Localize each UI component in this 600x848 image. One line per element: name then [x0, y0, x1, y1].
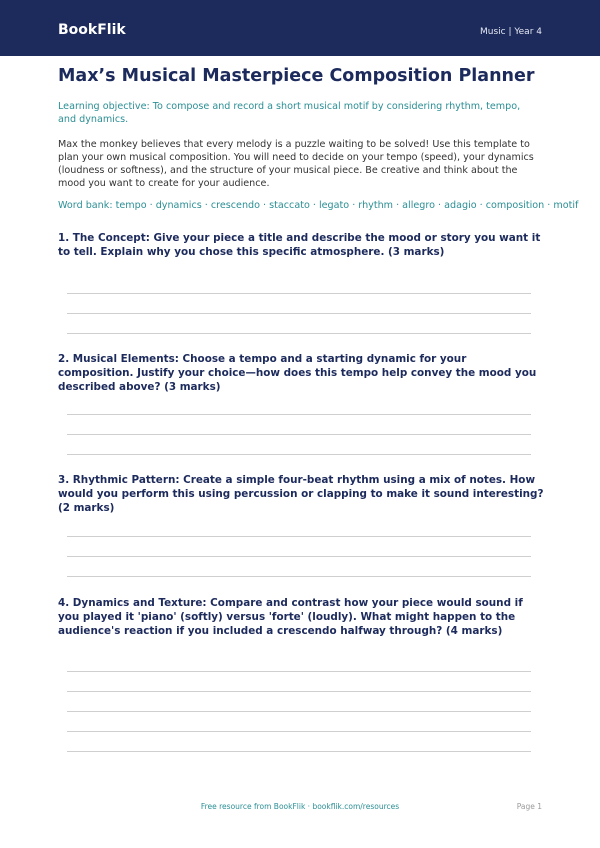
- answer-line[interactable]: [67, 293, 531, 294]
- intro-paragraph: Max the monkey believes that every melody is a puzzle waiting to be solved! Use this template to plan your own musical composition. You will need to decide on your tempo (speed), your dynamics (loudness or softness), and the structure of your musical piece. Be creative and think about the mood you want to create for your audience.: [58, 139, 534, 189]
- answer-line[interactable]: [67, 576, 531, 577]
- brand-logo: BookFlik: [58, 22, 126, 38]
- answer-line[interactable]: [67, 671, 531, 672]
- page-title: Max’s Musical Masterpiece Composition Planner: [58, 66, 535, 86]
- question-2: 2. Musical Elements: Choose a tempo and a starting dynamic for your composition. Justify your choice—how does this tempo help convey the mood you described above? (3 marks): [58, 353, 537, 393]
- answer-line[interactable]: [67, 751, 531, 752]
- answer-line[interactable]: [67, 691, 531, 692]
- answer-line[interactable]: [67, 313, 531, 314]
- answer-line[interactable]: [67, 536, 531, 537]
- answer-line[interactable]: [67, 414, 531, 415]
- page-number: Page 1: [516, 802, 542, 811]
- footer-link[interactable]: Free resource from BookFlik · bookflik.com/resources: [200, 802, 400, 811]
- question-1: 1. The Concept: Give your piece a title and describe the mood or story you want it to tell. Explain why you chose this specific atmosphere. (3 marks): [58, 232, 541, 258]
- question-3: 3. Rhythmic Pattern: Create a simple four-beat rhythm using a mix of notes. How would you perform this using percussion or clapping to make it sound interesting? (2 marks): [58, 474, 544, 514]
- subject-year-label: Music | Year 4: [479, 27, 542, 37]
- answer-line[interactable]: [67, 333, 531, 334]
- learning-objective: Learning objective: To compose and record a short musical motif by considering rhythm, tempo, and dynamics.: [58, 101, 521, 125]
- answer-line[interactable]: [67, 434, 531, 435]
- page-header: [0, 0, 600, 56]
- answer-line[interactable]: [67, 711, 531, 712]
- answer-line[interactable]: [67, 556, 531, 557]
- answer-line[interactable]: [67, 731, 531, 732]
- word-bank: Word bank: tempo · dynamics · crescendo · staccato · legato · rhythm · allegro · adagio · composition · motif: [58, 200, 579, 211]
- answer-line[interactable]: [67, 454, 531, 455]
- question-4: 4. Dynamics and Texture: Compare and contrast how your piece would sound if you played it 'piano' (softly) versus 'forte' (loudly). What might happen to the audience's reaction if you included a crescendo halfway through? (4 marks): [58, 597, 523, 637]
